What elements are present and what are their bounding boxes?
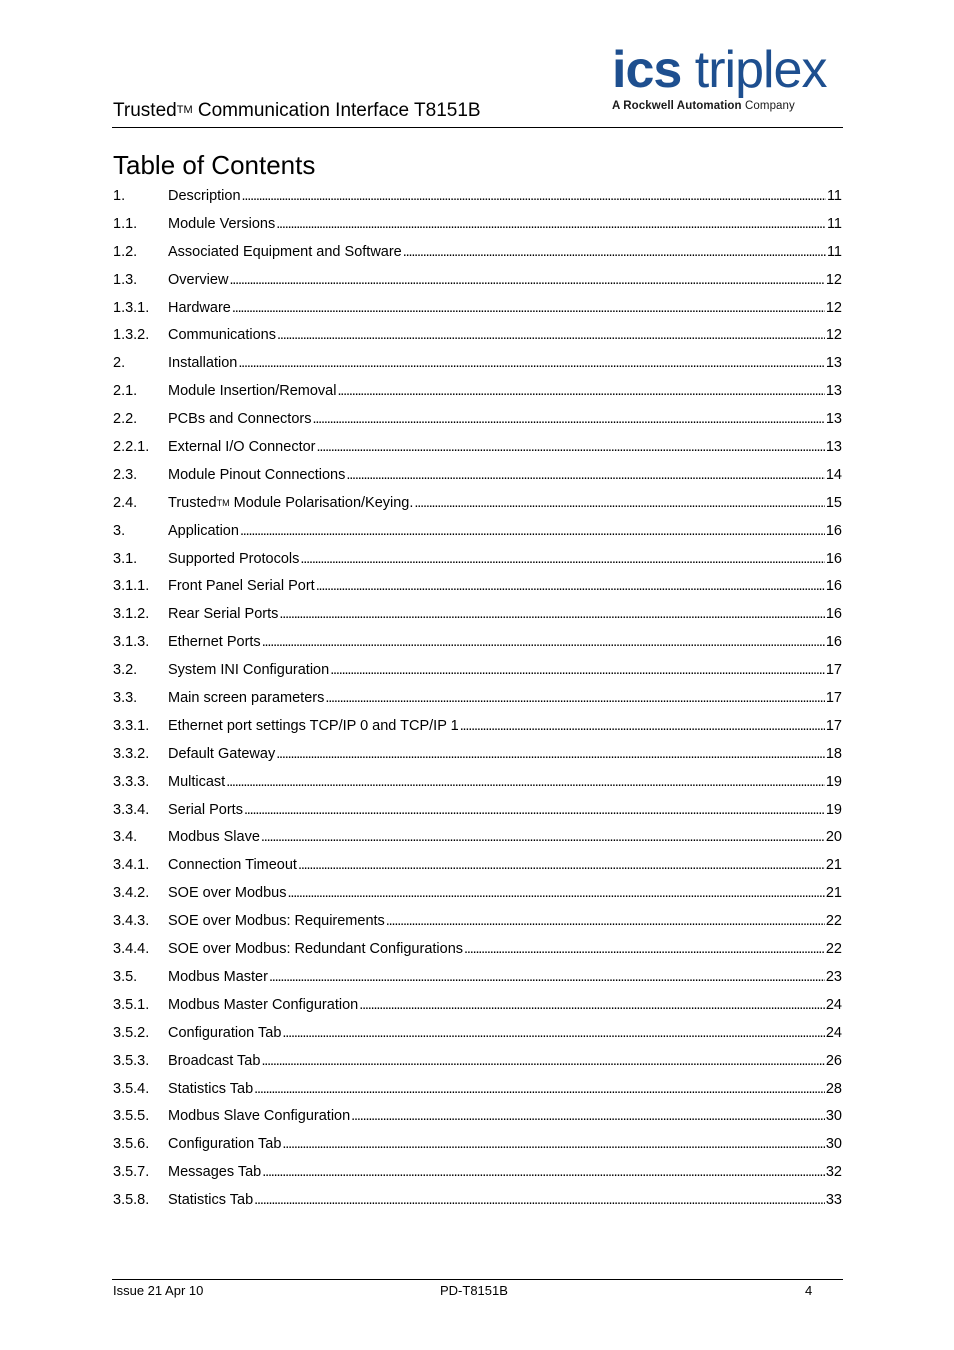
toc-entry-number: 3.5. [113,968,138,985]
toc-entry[interactable] [113,774,842,802]
toc-dot-leader [276,216,826,232]
toc-entry[interactable] [113,355,842,383]
toc-entry[interactable] [113,300,842,328]
toc-entry-title-text: Hardware [168,299,231,316]
toc-entry-page: 22 [825,941,842,958]
toc-entry[interactable] [113,606,842,634]
toc-entry-page: 19 [825,801,842,818]
toc-entry-title-text: Statistics Tab [168,1080,254,1097]
toc-entry[interactable] [113,272,842,300]
toc-entry-number: 3.5.5. [113,1108,150,1125]
toc-dot-leader [282,1025,824,1041]
toc-entry-page: 26 [825,1052,842,1069]
toc-entry-page: 13 [825,439,842,456]
toc-entry-number: 3.1.1. [113,578,150,595]
toc-entry[interactable] [113,411,842,439]
toc-entry-title [168,718,459,734]
toc-entry-number: 1.3.1. [113,299,150,316]
toc-entry-title-text: Supported Protocols [168,550,300,567]
toc-entry-title [168,802,243,818]
toc-dot-leader [232,300,825,316]
document-title [113,100,481,122]
toc-dot-leader [403,244,826,260]
toc-entry-number: 3. [113,522,126,539]
toc-dot-leader [460,718,825,734]
toc-entry-number: 3.4.1. [113,857,150,874]
toc-entry[interactable] [113,1053,842,1081]
toc-entry-title [168,467,345,483]
toc-entry-title [168,969,268,985]
toc-entry-title-text: SOE over Modbus: Redundant Configurations [168,941,464,958]
toc-entry-page: 15 [825,494,842,511]
toc-entry-number: 3.1.2. [113,606,150,623]
toc-entry-title-text: SOE over Modbus [168,885,287,902]
toc-dot-leader [269,969,825,985]
toc-entry-title [168,383,336,399]
toc-entry-number: 2.2. [113,411,138,428]
toc-entry-title [168,300,231,316]
toc-entry-title [168,523,239,539]
toc-entry-title [168,690,324,706]
toc-entry-number: 3.5.8. [113,1192,150,1209]
logo-wordmark-light: triplex [694,41,827,99]
toc-entry-title [168,829,260,845]
toc-entry-number: 3.4.3. [113,913,150,930]
toc-entry[interactable] [113,216,842,244]
toc-entry[interactable] [113,662,842,690]
toc-dot-leader [238,355,825,371]
toc-entry-title-text: Main screen parameters [168,690,325,707]
table-of-contents [113,188,842,1220]
toc-entry-title [168,216,275,232]
toc-entry[interactable] [113,495,842,523]
toc-dot-leader [346,467,825,483]
toc-entry-title-text: Module Polarisation/Keying. [229,494,414,511]
logo-wordmark-bold: ics [612,41,682,99]
footer-page-number: 4 [805,1283,813,1298]
toc-entry-number: 3.5.2. [113,1024,150,1041]
toc-entry-page: 30 [825,1136,842,1153]
toc-entry-title-text: Overview [168,271,229,288]
toc-entry-title-text: Installation [168,355,238,372]
toc-entry-number: 3.2. [113,662,138,679]
toc-entry[interactable] [113,941,842,969]
toc-dot-leader [414,495,824,511]
toc-entry-title-text: System INI Configuration [168,662,330,679]
toc-entry-title-text: Messages Tab [168,1164,262,1181]
toc-entry-title-text: Associated Equipment and Software [168,243,402,260]
toc-entry[interactable] [113,997,842,1025]
toc-entry[interactable] [113,829,842,857]
toc-entry-title-text: Module Insertion/Removal [168,383,337,400]
toc-dot-leader [282,1136,824,1152]
toc-entry-number: 2.3. [113,466,138,483]
toc-entry-title [168,1053,260,1069]
toc-dot-leader [298,857,825,873]
toc-entry-title-text: Application [168,522,239,539]
toc-entry-number: 1.2. [113,243,138,260]
toc-entry-title [168,857,297,873]
logo-tagline [612,100,844,112]
toc-entry-title [168,885,286,901]
document-title-prefix: Trusted [113,100,177,121]
toc-entry-title [168,941,463,957]
toc-entry-page: 28 [825,1080,842,1097]
toc-entry-number: 3.5.3. [113,1052,150,1069]
logo-wordmark [612,41,844,99]
toc-entry-number: 3.5.1. [113,996,150,1013]
toc-entry-page: 12 [825,327,842,344]
toc-entry-title-text: Modbus Slave [168,829,260,846]
toc-entry[interactable] [113,551,842,579]
toc-entry[interactable] [113,913,842,941]
toc-entry[interactable] [113,1192,842,1220]
toc-dot-leader [325,690,825,706]
toc-entry-title [168,1136,281,1152]
toc-dot-leader [351,1108,825,1124]
toc-entry-page: 17 [825,690,842,707]
toc-dot-leader [229,272,824,288]
toc-entry-title [168,997,358,1013]
toc-entry-page: 33 [825,1192,842,1209]
toc-entry-title-text: Ethernet port settings TCP/IP 0 and TCP/IP 1 [168,717,459,734]
toc-entry[interactable] [113,1136,842,1164]
toc-entry-title [168,746,275,762]
toc-entry-number: 1. [113,188,126,204]
toc-entry[interactable] [113,1108,842,1136]
toc-entry-number: 2.2.1. [113,439,150,456]
toc-dot-leader [287,885,824,901]
toc-entry-number: 2.1. [113,383,138,400]
toc-entry-number: 3.1.3. [113,634,150,651]
toc-dot-leader [261,1053,824,1069]
toc-entry-page: 19 [825,773,842,790]
toc-dot-leader [254,1192,825,1208]
toc-entry[interactable] [113,327,842,355]
toc-entry-title [168,606,278,622]
toc-dot-leader [464,941,825,957]
toc-entry-title-text: PCBs and Connectors [168,411,312,428]
toc-entry-title-text: Communications [168,327,276,344]
toc-entry-page: 21 [825,885,842,902]
toc-dot-leader [386,913,825,929]
toc-dot-leader [277,327,825,343]
toc-entry-title [168,495,413,511]
toc-entry-number: 2.4. [113,494,138,511]
toc-entry-title-text: Multicast [168,773,226,790]
toc-entry-page: 13 [825,355,842,372]
toc-dot-leader [254,1081,825,1097]
toc-entry-page: 32 [825,1164,842,1181]
toc-entry-number: 1.3.2. [113,327,150,344]
toc-entry[interactable] [113,244,842,272]
toc-entry[interactable] [113,439,842,467]
toc-entry-title-text: Modbus Master Configuration [168,996,359,1013]
toc-entry-title [168,1025,281,1041]
toc-entry-page: 14 [825,466,842,483]
toc-entry-number: 3.3.4. [113,801,150,818]
toc-entry-number: 3.3.2. [113,745,150,762]
toc-entry[interactable] [113,383,842,411]
toc-entry-title-text: SOE over Modbus: Requirements [168,913,385,930]
toc-entry-title-text: Description [168,188,241,204]
company-logo [612,41,844,118]
toc-entry-number: 3.3.3. [113,773,150,790]
toc-entry-title [168,578,315,594]
toc-entry-title-text: Statistics Tab [168,1192,254,1209]
footer-divider [112,1279,843,1280]
toc-entry-number: 3.1. [113,550,138,567]
toc-entry-title [168,1192,253,1208]
toc-dot-leader [226,774,825,790]
toc-entry-page: 11 [826,215,842,232]
toc-entry[interactable] [113,718,842,746]
header-divider [112,127,843,128]
toc-entry-number: 3.5.7. [113,1164,150,1181]
toc-entry-page: 16 [825,606,842,623]
toc-dot-leader [276,746,825,762]
toc-entry[interactable] [113,634,842,662]
toc-entry-page: 22 [825,913,842,930]
toc-dot-leader [240,523,825,539]
toc-entry-title [168,634,261,650]
toc-entry-title [168,411,311,427]
footer-doc-id: PD-T8151B [440,1283,508,1298]
toc-entry-page: 16 [825,550,842,567]
toc-entry-title [168,272,228,288]
toc-entry-page: 17 [825,662,842,679]
toc-entry-number: 3.4. [113,829,138,846]
toc-entry-page: 11 [826,243,842,260]
trademark-mark: TM [216,497,230,508]
toc-entry[interactable] [113,885,842,913]
toc-entry-title-text: Rear Serial Ports [168,606,279,623]
toc-entry[interactable] [113,1164,842,1192]
toc-entry-page: 24 [825,996,842,1013]
toc-entry-page: 12 [825,299,842,316]
toc-entry-page: 24 [825,1024,842,1041]
toc-entry-title [168,913,385,929]
toc-entry-page: 13 [825,383,842,400]
toc-entry-title-text: Broadcast Tab [168,1052,261,1069]
toc-entry-title-text: External I/O Connector [168,439,316,456]
toc-entry-page: 16 [825,634,842,651]
toc-entry[interactable] [113,1025,842,1053]
toc-entry-page: 11 [826,188,842,204]
toc-dot-leader [359,997,825,1013]
toc-entry-title-text: Configuration Tab [168,1024,282,1041]
toc-dot-leader [244,802,825,818]
toc-dot-leader [242,188,826,204]
toc-entry[interactable] [113,969,842,997]
toc-entry-title-text: Module Pinout Connections [168,466,346,483]
toc-entry-title [168,1081,253,1097]
document-title-suffix: Communication Interface T8151B [192,100,481,121]
toc-entry[interactable] [113,802,842,830]
toc-entry-title [168,551,299,567]
toc-entry-page: 21 [825,857,842,874]
toc-entry-title-text: Trusted [168,494,217,511]
toc-dot-leader [312,411,824,427]
toc-entry-page: 12 [825,271,842,288]
logo-tagline-bold: A Rockwell Automation [612,100,742,112]
toc-entry-page: 16 [825,522,842,539]
toc-entry-number: 3.4.4. [113,941,150,958]
toc-dot-leader [262,634,825,650]
toc-entry-number: 3.4.2. [113,885,150,902]
toc-entry-title [168,188,241,204]
toc-entry-number: 3.3.1. [113,717,150,734]
toc-entry-page: 17 [825,717,842,734]
toc-entry-title [168,1108,350,1124]
toc-entry[interactable] [113,188,842,216]
toc-entry-page: 18 [825,745,842,762]
toc-entry-page: 23 [825,968,842,985]
toc-dot-leader [330,662,825,678]
toc-entry-page: 20 [825,829,842,846]
toc-entry-page: 30 [825,1108,842,1125]
toc-entry-title-text: Front Panel Serial Port [168,578,315,595]
toc-entry-number: 3.5.6. [113,1136,150,1153]
toc-dot-leader [316,578,825,594]
toc-entry[interactable] [113,467,842,495]
toc-entry-title-text: Serial Ports [168,801,243,818]
toc-entry[interactable] [113,746,842,774]
toc-entry-title-text: Modbus Slave Configuration [168,1108,351,1125]
toc-entry-title [168,774,225,790]
toc-entry-number: 3.5.4. [113,1080,150,1097]
toc-dot-leader [279,606,824,622]
trademark-mark: TM [176,104,193,116]
toc-entry-title-text: Ethernet Ports [168,634,261,651]
toc-heading: Table of Contents [113,150,316,180]
toc-entry[interactable] [113,690,842,718]
toc-dot-leader [317,439,825,455]
toc-entry-title-text: Configuration Tab [168,1136,282,1153]
toc-entry-title [168,244,402,260]
toc-entry-title-text: Module Versions [168,215,276,232]
toc-dot-leader [261,829,825,845]
toc-entry[interactable] [113,1081,842,1109]
toc-entry-page: 13 [825,411,842,428]
toc-entry-title [168,327,276,343]
toc-entry-title [168,439,316,455]
toc-entry-number: 1.3. [113,271,138,288]
toc-dot-leader [300,551,824,567]
toc-entry-title [168,355,237,371]
toc-entry-number: 1.1. [113,215,138,232]
toc-entry-title-text: Modbus Master [168,968,268,985]
toc-entry[interactable] [113,523,842,551]
toc-entry-title-text: Default Gateway [168,745,276,762]
toc-dot-leader [262,1164,825,1180]
toc-entry-page: 16 [825,578,842,595]
toc-dot-leader [337,383,824,399]
toc-entry-number: 3.3. [113,690,138,707]
toc-entry-title [168,1164,261,1180]
toc-entry-title-text: Connection Timeout [168,857,297,874]
toc-entry-number: 2. [113,355,126,372]
toc-entry-title [168,662,329,678]
footer-issue: Issue 21 Apr 10 [113,1283,204,1298]
toc-entry[interactable] [113,578,842,606]
toc-entry[interactable] [113,857,842,885]
logo-tagline-rest: Company [741,100,795,112]
